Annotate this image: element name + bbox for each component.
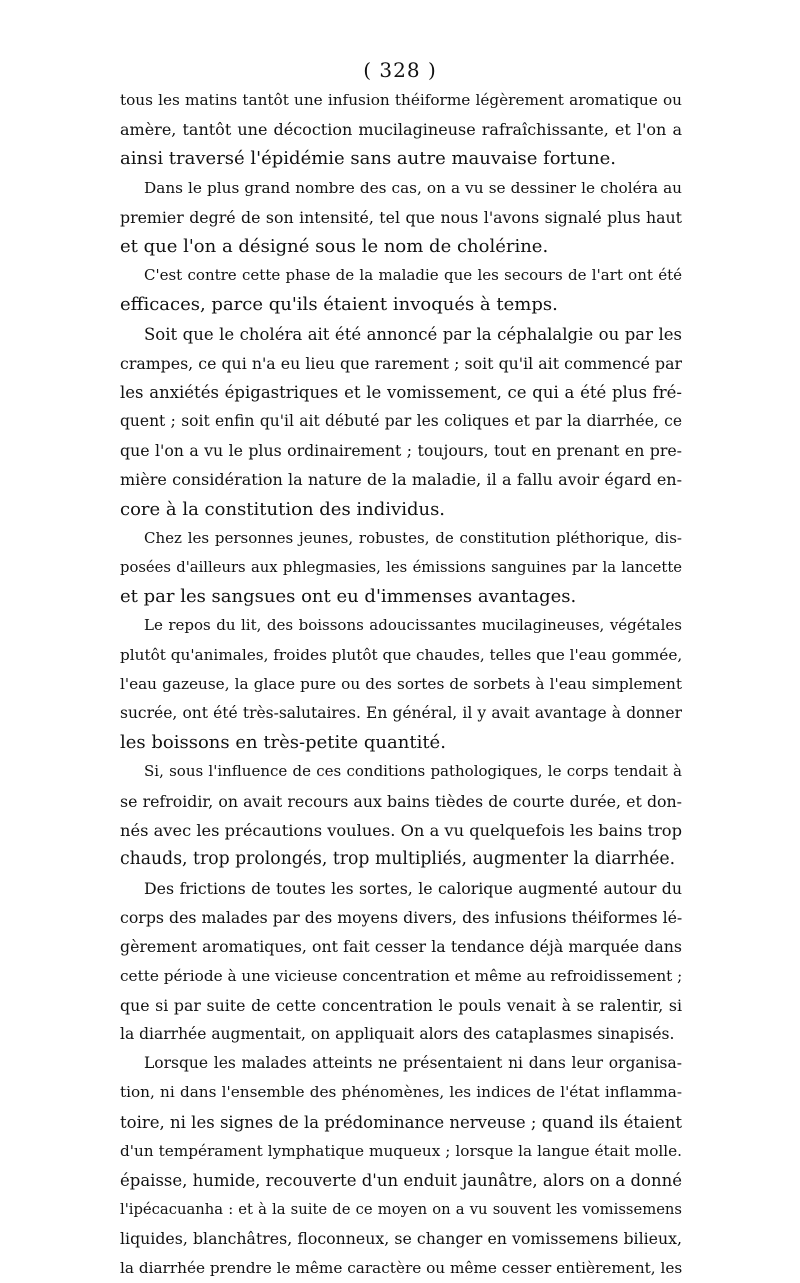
page-number: ( 328 ) [363,58,437,82]
text-line: et que l'on a désigné sous le nom de cholérine. [120,235,549,257]
text-line: épaisse, humide, recouverte d'un enduit jaunâtre, alors on a donné [120,1170,682,1190]
text-line: mière considération la nature de la maladie, il a fallu avoir égard en- [120,470,682,490]
text-line: efficaces, parce qu'ils étaient invoqués à temps. [120,294,558,316]
text-line: ainsi traversé l'épidémie sans autre mauvaise fortune. [120,148,617,170]
text-line: les anxiétés épigastriques et le vomissement, ce qui a été plus fré- [120,382,682,402]
text-line: gèrement aromatiques, ont fait cesser la tendance déjà marquée dans [120,937,682,957]
text-line: Dans le plus grand nombre des cas, on a vu se dessiner le choléra au [144,178,682,197]
text-line: quent ; soit enfin qu'il ait débuté par les coliques et par la diarrhée, ce [120,412,682,431]
text-line: Si, sous l'influence de ces conditions pathologiques, le corps tendait à [144,762,682,781]
body-text [120,86,682,1283]
text-line: que l'on a vu le plus ordinairement ; toujours, tout en prenant en pre- [120,441,682,461]
text-line: les boissons en très-petite quantité. [120,732,446,754]
text-line: Le repos du lit, des boissons adoucissantes mucilagineuses, végétales [144,616,682,635]
text-line: d'un tempérament lymphatique muqueux ; lorsque la langue était molle. [120,1141,682,1160]
text-line: plutôt qu'animales, froides plutôt que chaudes, telles que l'eau gommée, [120,645,682,664]
text-line: se refroidir, on avait recours aux bains tièdes de courte durée, et don- [120,791,682,811]
text-line: posées d'ailleurs aux phlegmasies, les émissions sanguines par la lancette [120,559,682,576]
text-line: toire, ni les signes de la prédominance nerveuse ; quand ils étaient [120,1112,682,1132]
text-line: que si par suite de cette concentration le pouls venait à se ralentir, si [120,995,682,1015]
text-line: cette période à une vicieuse concentration et même au refroidissement ; [120,966,682,985]
text-line: liquides, blanchâtres, floconneux, se changer en vomissemens bilieux, [120,1229,682,1249]
text-line: la diarrhée prendre le même caractère ou même cesser entièrement, les [120,1258,682,1277]
text-line: Lorsque les malades atteints ne présentaient ni dans leur organisa- [144,1054,682,1073]
text-line: tous les matins tantôt une infusion théiforme légèrement aromatique ou [120,91,682,109]
text-line: premier degré de son intensité, tel que nous l'avons signalé plus haut [120,207,682,227]
text-line: la diarrhée augmentait, on appliquait alors des cataplasmes sinapisés. [120,1025,675,1043]
text-line: corps des malades par des moyens divers, des infusions théiformes lé- [120,908,682,928]
text-line: Des frictions de toutes les sortes, le calorique augmenté autour du [144,879,682,899]
text-line: core à la constitution des individus. [120,498,446,520]
text-line: crampes, ce qui n'a eu lieu que rarement ; soit qu'il ait commencé par [120,353,682,373]
text-line: Chez les personnes jeunes, robustes, de constitution pléthorique, dis- [144,528,682,547]
text-line: l'eau gazeuse, la glace pure ou des sortes de sorbets à l'eau simplement [120,674,682,693]
text-line: l'ipécacuanha : et à la suite de ce moyen on a vu souvent les vomissemens [120,1201,682,1219]
text-line: chauds, trop prolongés, trop multipliés, augmenter la diarrhée. [120,848,676,869]
text-line: tion, ni dans l'ensemble des phénomènes, les indices de l'état inflamma- [120,1083,682,1102]
text-line: nés avec les précautions voulues. On a vu quelquefois les bains trop [120,820,682,840]
text-line: Soit que le choléra ait été annoncé par la céphalalgie ou par les [144,324,682,344]
text-line: et par les sangsues ont eu d'immenses avantages. [120,586,577,608]
text-line: amère, tantôt une décoction mucilagineuse rafraîchissante, et l'on a [120,120,682,140]
text-line: sucrée, ont été très-salutaires. En général, il y avait avantage à donner [120,703,682,722]
text-line: C'est contre cette phase de la maladie que les secours de l'art ont été [144,266,682,285]
